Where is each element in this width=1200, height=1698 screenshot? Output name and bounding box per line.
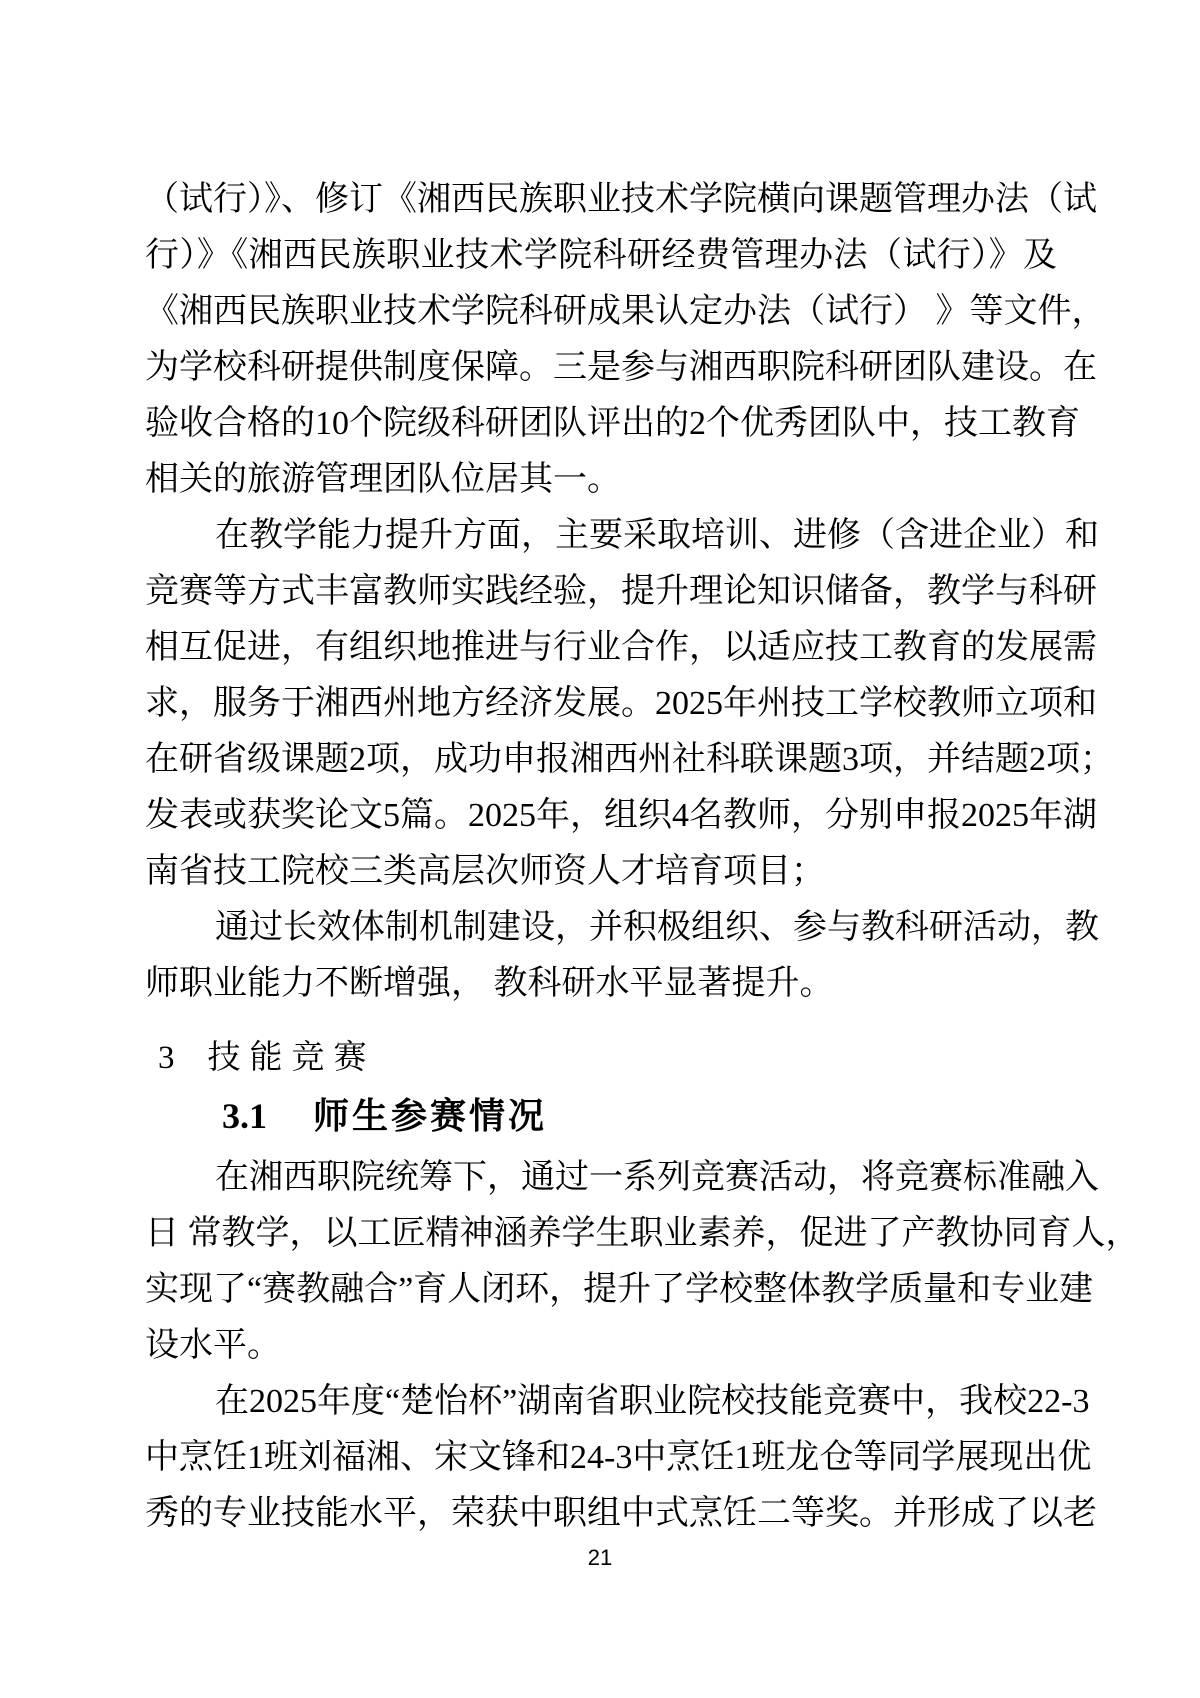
text-line: 师职业能力不断增强， 教科研水平显著提升。 bbox=[145, 965, 834, 1002]
text-line: 通过长效体制机制建设，并积极组织、参与教科研活动，教 bbox=[215, 909, 1099, 946]
text-line: 在2025年度“楚怡杯”湖南省职业院校技能竞赛中，我校22-3 bbox=[215, 1383, 1090, 1420]
text-line: 验收合格的10个院级科研团队评出的2个优秀团队中，技工教育 bbox=[145, 405, 1080, 442]
text-line: 求，服务于湘西州地方经济发展。2025年州技工学校教师立项和 bbox=[145, 685, 1097, 722]
subsection-title: 师生参赛情况 bbox=[313, 1096, 548, 1136]
text-line: 实现了“赛教融合”育人闭环，提升了学校整体教学质量和专业建 bbox=[145, 1271, 1094, 1308]
text-line: 《湘西民族职业技术学院科研成果认定办法（试行） 》等文件， bbox=[145, 293, 1106, 330]
text-line: （试行）》、修订《湘西民族职业技术学院横向课题管理办法（试 bbox=[145, 181, 1097, 218]
text-line: 秀的专业技能水平，荣获中职组中式烹饪二等奖。并形成了以老 bbox=[145, 1495, 1097, 1532]
text-line: 设水平。 bbox=[145, 1327, 281, 1364]
text-line: 在教学能力提升方面，主要采取培训、进修（含进企业）和 bbox=[215, 517, 1099, 554]
page-number: 21 bbox=[587, 1545, 613, 1570]
text-line: 相关的旅游管理团队位居其一。 bbox=[145, 461, 621, 498]
subsection-number: 3.1 bbox=[222, 1096, 267, 1136]
section-heading bbox=[145, 1030, 1057, 1086]
subsection-heading bbox=[145, 1088, 1057, 1144]
text-line: 竞赛等方式丰富教师实践经验，提升理论知识储备，教学与科研 bbox=[145, 573, 1097, 610]
document-body bbox=[145, 172, 1140, 1542]
text-line: 发表或获奖论文5篇。2025年，组织4名教师，分别申报2025年湖 bbox=[145, 797, 1097, 834]
text-line: 在湘西职院统筹下，通过一系列竞赛活动，将竞赛标准融入 bbox=[215, 1159, 1099, 1196]
text-line: 为学校科研提供制度保障。三是参与湘西职院科研团队建设。在 bbox=[145, 349, 1097, 386]
section-title: 技能竞赛 bbox=[207, 1040, 376, 1076]
text-line: 在研省级课题2项，成功申报湘西州社科联课题3项，并结题2项； bbox=[145, 741, 1114, 778]
section-number: 3 bbox=[158, 1040, 175, 1076]
text-line: 南省技工院校三类高层次师资人才培育项目； bbox=[145, 853, 825, 890]
text-line: 中烹饪1班刘福湘、宋文锋和24-3中烹饪1班龙仓等同学展现出优 bbox=[145, 1439, 1092, 1476]
text-line: 日 常教学，以工匠精神涵养学生职业素养，促进了产教协同育人， bbox=[145, 1215, 1140, 1252]
text-line: 行）》《湘西民族职业技术学院科研经费管理办法（试行）》及 bbox=[145, 237, 1057, 274]
text-line: 相互促进，有组织地推进与行业合作，以适应技工教育的发展需 bbox=[145, 629, 1097, 666]
